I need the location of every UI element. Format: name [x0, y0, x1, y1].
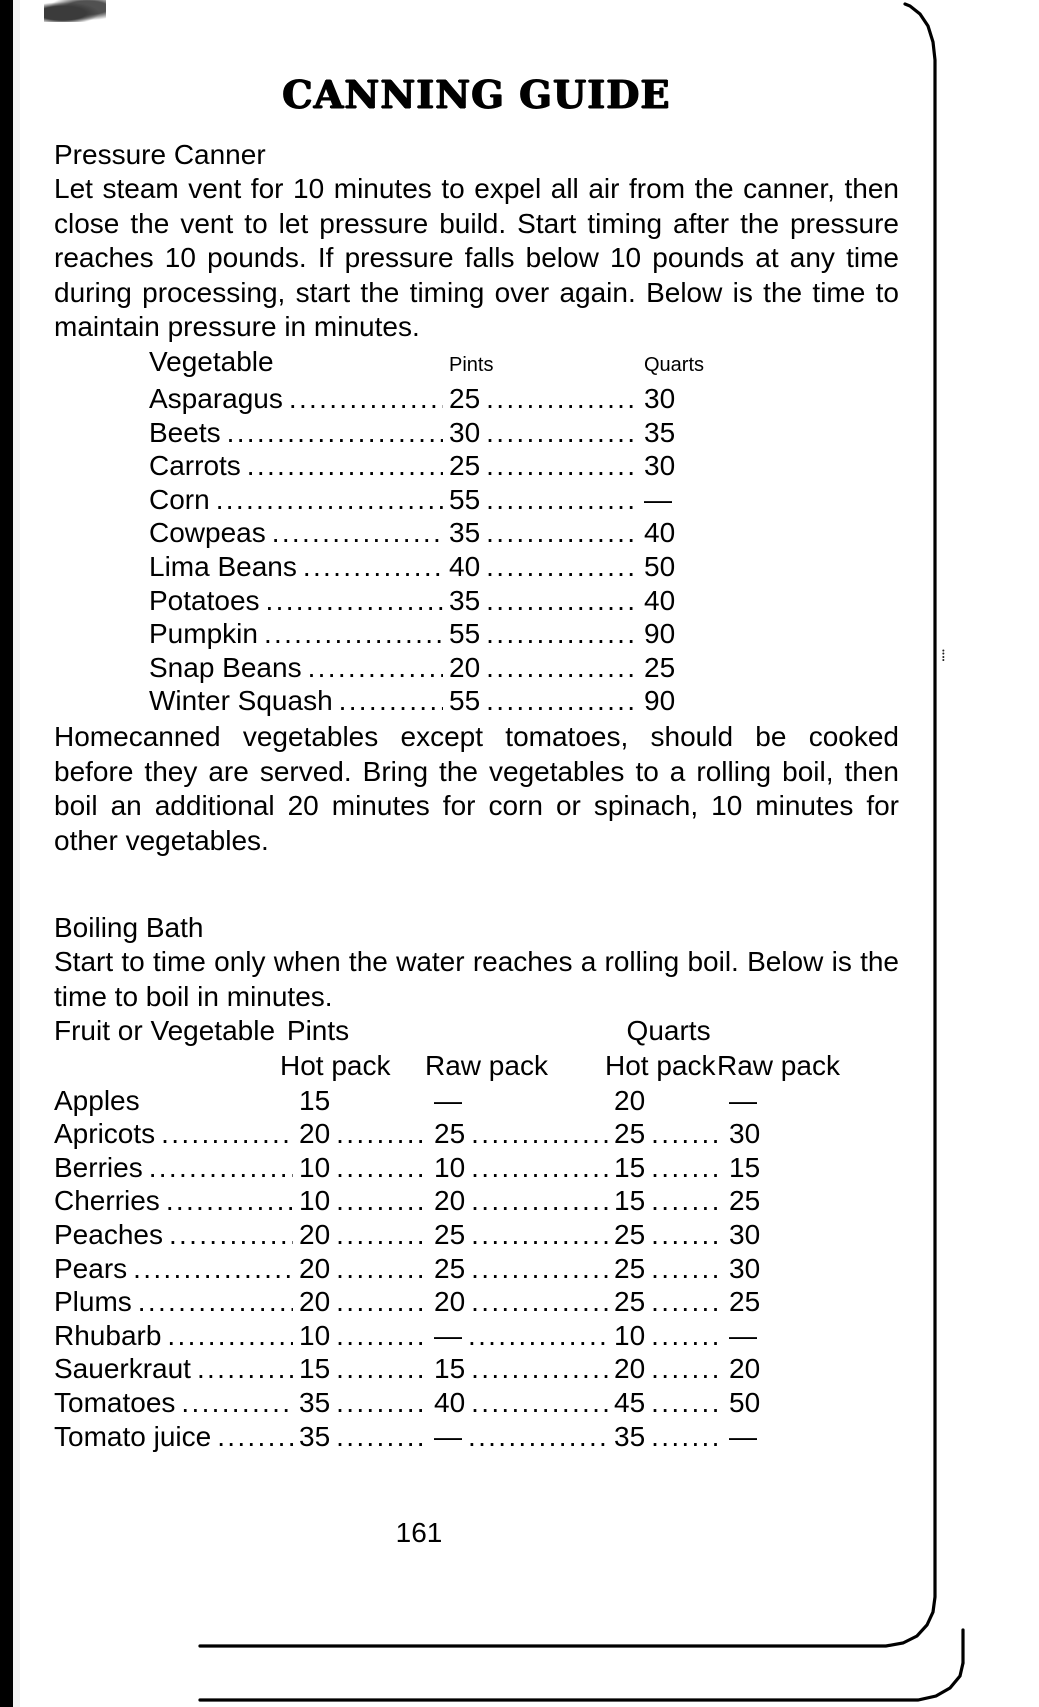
table1-header-quarts: Quarts [644, 353, 705, 376]
pints-value: 40 [449, 551, 481, 583]
table2-header-fruit-or-vegetable: Fruit or Vegetable [54, 1015, 276, 1047]
dot-leader [138, 1285, 293, 1319]
dot-leader [166, 1184, 293, 1218]
table-row [149, 684, 759, 718]
table-row [149, 617, 759, 651]
pints-hot-pack-value: 20 [299, 1219, 331, 1250]
dot-leader [161, 1117, 293, 1151]
dot-leader [486, 584, 638, 618]
pints-raw-pack-value: 25 [434, 1219, 466, 1250]
dot-leader [133, 1252, 293, 1286]
dot-leader [167, 1319, 293, 1353]
table-row [54, 1252, 874, 1286]
dot-leader [651, 1218, 723, 1252]
quarts-raw-pack-value: 30 [729, 1252, 761, 1284]
pints-hot-pack-value: 10 [299, 1151, 331, 1183]
pints-hot-pack-value: 20 [299, 1252, 331, 1284]
dot-leader [247, 449, 443, 483]
pints-value: 55 [449, 618, 481, 650]
quarts-raw-pack-value: 25 [729, 1185, 761, 1217]
dot-leader [651, 1386, 723, 1420]
boiling-bath-heading: Boiling Bath [54, 912, 204, 944]
dot-leader [651, 1252, 723, 1286]
pints-hot-pack-value: 35 [299, 1386, 331, 1418]
pints-hot-pack-value: 15 [299, 1353, 331, 1385]
quarts-raw-pack-value: 30 [729, 1219, 761, 1250]
quarts-raw-pack-value: 20 [729, 1353, 761, 1385]
dot-leader [486, 550, 638, 584]
dot-leader [651, 1117, 723, 1151]
pressure-canner-note: Homecanned vegetables except tomatoes, should be cooked before they are served. Bring the vegetables to a rolling boil, then boil an additional 20 minutes for corn or spinach, 10 minutes for other vegetables. [54, 721, 899, 856]
pints-value: 35 [449, 584, 481, 616]
table-row [54, 1285, 874, 1319]
dot-leader [471, 1252, 608, 1286]
pints-value: 25 [449, 383, 481, 415]
quarts-raw-pack-value: — [729, 1084, 757, 1116]
table-row [54, 1117, 874, 1151]
dot-leader [336, 1117, 428, 1151]
pressure-canner-table [149, 345, 759, 719]
quarts-hot-pack-value: 45 [614, 1386, 646, 1418]
row-label: Sauerkraut [54, 1353, 191, 1385]
row-label: Lima Beans [149, 551, 297, 583]
dot-leader [486, 449, 638, 483]
scan-left-gutter [13, 0, 20, 1707]
row-label: Tomato juice [54, 1420, 212, 1452]
dot-leader [336, 1420, 428, 1454]
pints-hot-pack-value: 35 [299, 1420, 331, 1452]
row-label: Winter Squash [149, 685, 333, 717]
dot-leader [266, 584, 443, 618]
pints-raw-pack-value: 25 [434, 1118, 466, 1150]
row-label: Tomatoes [54, 1386, 176, 1418]
table-row [149, 584, 759, 618]
table1-header-row [149, 345, 759, 383]
table2-header-pints: Pints [286, 1015, 350, 1047]
dot-leader [471, 1352, 608, 1386]
quarts-raw-pack-value: 30 [729, 1118, 761, 1150]
scan-edge-speckles [941, 648, 955, 708]
row-label: Beets [149, 416, 221, 448]
pints-raw-pack-value: 40 [434, 1386, 466, 1418]
table-row [54, 1184, 874, 1218]
dot-leader [197, 1352, 293, 1386]
page-content [54, 0, 899, 1549]
dot-leader [169, 1218, 293, 1252]
row-label: Cowpeas [149, 517, 266, 549]
pints-hot-pack-value: 10 [299, 1185, 331, 1217]
pressure-canner-intro: Let steam vent for 10 minutes to expel all air from the canner, then close the vent to let pressure build. Start timing after the pressure reaches 10 pounds. If pressure falls below 10 pounds at any time during processing, start the timing over again. Below is the time to maintain pressure in minutes. [54, 173, 899, 342]
pints-raw-pack-value: 20 [434, 1286, 466, 1318]
pints-raw-pack-value: — [434, 1420, 462, 1452]
table2-subheader-quarts-raw-pack: Raw pack [717, 1049, 840, 1081]
table2-sub-header-row [54, 1048, 874, 1084]
table-row [149, 651, 759, 685]
dot-leader [181, 1386, 293, 1420]
row-label: Apples [54, 1084, 140, 1116]
dot-leader [486, 416, 638, 450]
table-row [54, 1420, 874, 1454]
dot-leader [486, 617, 638, 651]
dot-leader [336, 1218, 428, 1252]
table-row [54, 1352, 874, 1386]
quarts-value: 35 [644, 416, 676, 448]
row-label: Rhubarb [54, 1319, 162, 1351]
table-row [149, 550, 759, 584]
dot-leader [471, 1184, 608, 1218]
dot-leader [289, 382, 443, 416]
pints-value: 30 [449, 416, 481, 448]
dot-leader [471, 1151, 608, 1185]
table2-body [54, 1084, 874, 1454]
quarts-hot-pack-value: 15 [614, 1185, 646, 1217]
table-row [54, 1386, 874, 1420]
table2-group-header-row [54, 1014, 874, 1048]
row-label: Corn [149, 483, 210, 515]
dot-leader [651, 1184, 723, 1218]
dot-leader [486, 684, 638, 718]
dot-leader [303, 550, 443, 584]
quarts-hot-pack-value: 25 [614, 1118, 646, 1150]
quarts-raw-pack-value: 25 [729, 1286, 761, 1318]
pints-raw-pack-value: 10 [434, 1151, 466, 1183]
row-label: Plums [54, 1286, 132, 1318]
page-number: 161 [395, 1517, 443, 1549]
pints-value: 55 [449, 685, 481, 717]
pints-hot-pack-value: 20 [299, 1286, 331, 1318]
table-row [54, 1151, 874, 1185]
pints-raw-pack-value: — [434, 1319, 462, 1351]
table2-subheader-pints-raw-pack: Raw pack [425, 1049, 548, 1081]
pints-raw-pack-value: 20 [434, 1185, 466, 1217]
dot-leader [272, 516, 443, 550]
quarts-value: 30 [644, 383, 676, 415]
page-title: CANNING GUIDE [282, 72, 671, 117]
pints-hot-pack-value: 10 [299, 1319, 331, 1351]
pints-value: 55 [449, 483, 481, 515]
dot-leader [308, 651, 443, 685]
pressure-canner-heading: Pressure Canner [54, 139, 266, 170]
boiling-bath-table [54, 1014, 874, 1453]
table1-header-pints: Pints [449, 353, 494, 376]
dot-leader [336, 1151, 428, 1185]
row-label: Carrots [149, 450, 241, 482]
quarts-value: 30 [644, 450, 676, 482]
boiling-bath-intro: Start to time only when the water reaches a rolling boil. Below is the time to boil in minutes. [54, 946, 899, 1012]
dot-leader [471, 1386, 608, 1420]
table-row [149, 483, 759, 517]
dot-leader [651, 1285, 723, 1319]
dot-leader [336, 1184, 428, 1218]
row-label: Asparagus [149, 383, 283, 415]
dot-leader [216, 483, 443, 517]
quarts-value: 50 [644, 551, 676, 583]
pints-value: 35 [449, 517, 481, 549]
row-label: Berries [54, 1151, 143, 1183]
dot-leader [651, 1319, 723, 1353]
dot-leader [336, 1352, 428, 1386]
quarts-hot-pack-value: 15 [614, 1151, 646, 1183]
row-label: Snap Beans [149, 651, 302, 683]
pints-raw-pack-value: 15 [434, 1353, 466, 1385]
row-label: Potatoes [149, 584, 260, 616]
quarts-hot-pack-value: 20 [614, 1084, 646, 1116]
dot-leader [336, 1386, 428, 1420]
pints-hot-pack-value: 15 [299, 1084, 331, 1116]
table-row [54, 1218, 874, 1252]
row-label: Cherries [54, 1185, 160, 1217]
pints-value: 25 [449, 450, 481, 482]
quarts-raw-pack-value: 50 [729, 1386, 761, 1418]
dot-leader [264, 617, 443, 651]
table-row [149, 382, 759, 416]
table-row [54, 1319, 874, 1353]
dot-leader [651, 1420, 723, 1454]
quarts-hot-pack-value: 25 [614, 1286, 646, 1318]
dot-leader [336, 1319, 428, 1353]
pints-raw-pack-value: 25 [434, 1252, 466, 1284]
dot-leader [468, 1420, 608, 1454]
dot-leader [227, 416, 443, 450]
row-label: Peaches [54, 1219, 163, 1250]
dot-leader [486, 382, 638, 416]
dot-leader [336, 1285, 428, 1319]
quarts-hot-pack-value: 20 [614, 1353, 646, 1385]
table-row [149, 449, 759, 483]
table-row [149, 516, 759, 550]
dot-leader [471, 1117, 608, 1151]
quarts-value: 40 [644, 584, 676, 616]
dot-leader [471, 1218, 608, 1252]
table2-subheader-pints-hot-pack: Hot pack [280, 1049, 391, 1081]
table-row [149, 416, 759, 450]
scan-left-black-edge [0, 0, 13, 1707]
pints-value: 20 [449, 651, 481, 683]
table1-header-vegetable: Vegetable [149, 345, 274, 377]
quarts-hot-pack-value: 25 [614, 1252, 646, 1284]
quarts-hot-pack-value: 35 [614, 1420, 646, 1452]
row-label: Pears [54, 1252, 128, 1284]
quarts-value: 90 [644, 618, 676, 650]
dot-leader [651, 1352, 723, 1386]
pints-raw-pack-value: — [434, 1084, 462, 1116]
table2-subheader-quarts-hot-pack: Hot pack [605, 1049, 716, 1081]
dot-leader [486, 516, 638, 550]
quarts-value: 25 [644, 651, 676, 683]
quarts-raw-pack-value: 15 [729, 1151, 761, 1183]
pints-hot-pack-value: 20 [299, 1118, 331, 1150]
row-label: Apricots [54, 1118, 156, 1150]
scan-speck-1: ⁞ [941, 646, 946, 665]
dot-leader [486, 651, 638, 685]
quarts-value: 40 [644, 517, 676, 549]
dot-leader [217, 1420, 293, 1454]
table1-body [149, 382, 759, 718]
dot-leader [149, 1151, 293, 1185]
quarts-raw-pack-value: — [729, 1319, 757, 1351]
table-row [54, 1084, 874, 1118]
dot-leader [468, 1319, 608, 1353]
quarts-value: 90 [644, 685, 676, 717]
dot-leader [486, 483, 638, 517]
table2-header-quarts: Quarts [626, 1015, 711, 1047]
row-label: Pumpkin [149, 618, 258, 650]
quarts-hot-pack-value: 10 [614, 1319, 646, 1351]
dot-leader [651, 1151, 723, 1185]
quarts-hot-pack-value: 25 [614, 1219, 646, 1250]
quarts-raw-pack-value: — [729, 1420, 757, 1452]
dot-leader [339, 684, 443, 718]
dot-leader [336, 1252, 428, 1286]
quarts-value: — [644, 483, 672, 515]
dot-leader [471, 1285, 608, 1319]
